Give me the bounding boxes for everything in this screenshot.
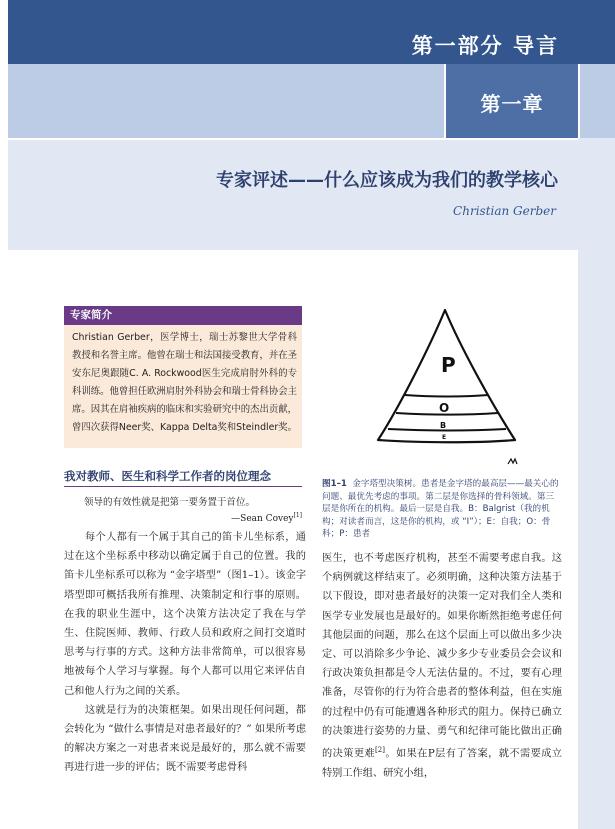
figure-caption: [322, 478, 560, 541]
pyramid-label-p: P: [441, 353, 456, 377]
body-right-column: [322, 549, 562, 783]
pyramid-label-b: B: [440, 421, 447, 430]
paragraph-text-end: 。如果在P层有了答案，就不需要成立特别工作组、研究小组，: [322, 748, 562, 779]
bio-heading: 专家简介: [64, 306, 302, 325]
part-header-band: [8, 0, 615, 64]
author-bio-box: [64, 306, 302, 448]
pyramid-label-o: O: [439, 401, 450, 415]
paragraph-text: 医生，也不考虑医疗机构，甚至不需要考虑自我。这个病例就这样结束了。必须明确，这种决策方法基于以下假设，即对患者最好的决策一定对我们全人类和医学专业发展也是最好的。如果你断然拒绝考虑任何其他层面的问题，那么在这个层面上可以做出多少决定、可以消除多少争论、减少多少专业委员会会议和行政决策负担都是令人无法估量的。不过，要有心理准备，尽管你的行为符合患者的整体利益，但在实施的过程中仍有可能遭遇各种形式的阻力。保持已确立的决策进行姿势的力量、勇气和纪律可能比做出正确的决策更难: [322, 553, 562, 760]
body-left-column: [64, 528, 306, 778]
bio-text: Christian Gerber，医学博士，瑞士苏黎世大学骨科教授和名誉主席。他曾在瑞士和法国接受教育，并在圣安东尼奥跟随C. A. Rockwood医生完成肩肘外科的专科训练。他曾担任欧洲肩肘外科协会和瑞士骨科协会主席。因其在肩袖疾病的临床和实验研究中的杰出贡献，曾四次获得Neer奖、Kappa Delta奖和Steindler奖。: [72, 332, 298, 433]
pyramid-divider-1: [405, 395, 488, 397]
epigraph-attribution: [231, 512, 302, 524]
paragraph: [322, 549, 562, 783]
chapter-band: [8, 64, 444, 138]
part-title: 第一部分 导言: [411, 34, 559, 58]
figure-caption-text: 金字塔型决策树。患者是金字塔的最高层——最关心的问题、最优先考虑的事项。第二层是你选择的骨科领域。第三层是你所在的机构。最后一层是自我。B：Balgrist（我的机构；对读者而言，这是你的机构，或 “I”）；E：自我；O：骨科；P：患者: [322, 479, 559, 540]
paragraph: 这就是行为的决策框架。如果出现任何问题，都会转化为 “做什么事情是对患者最好的？” 如果所考虑的解决方案之一对患者来说是最好的，那么就不需要再进行进一步的评估；既不需要考虑骨科: [64, 704, 306, 774]
quote-author: —Sean Covey: [231, 514, 294, 524]
chapter-box: [446, 64, 578, 138]
section-heading: 我对教师、医生和科学工作者的岗位理念: [64, 469, 271, 483]
article-author: Christian Gerber: [453, 204, 556, 218]
signature-mark: [508, 459, 517, 464]
article-title: 专家评述——什么应该成为我们的教学核心: [216, 170, 558, 191]
pyramid-label-e: E: [442, 434, 447, 441]
right-band-top: [580, 64, 615, 138]
right-margin-band: [578, 138, 615, 829]
pyramid-figure: [350, 306, 540, 466]
paragraph: 每个人都有一个属于其自己的笛卡儿坐标系，通过在这个坐标系中移动以确定属于自己的位置。我的笛卡儿坐标系可以称为 “金字塔型”（图1–1）。该金字塔型即可概括我所有推理、决策制定和行事的原则。在我的职业生涯中，这个决策方法决定了我在与学生、住院医师、教师、行政人员和政府之间打交道时思考与行事的方式。这种方法非常简单，可以很容易地被每个人学习与掌握。每个人都可以用它来评估自己和他人行为之间的关系。: [64, 532, 306, 697]
title-band: [8, 140, 578, 250]
epigraph-quote: 领导的有效性就是把第一要务置于首位。: [84, 497, 256, 508]
figure-caption-label: 图1–1: [322, 479, 347, 489]
quote-reference: [1]: [293, 512, 302, 519]
reference-mark: [2]: [375, 746, 385, 755]
chapter-label: 第一章: [480, 92, 544, 116]
pyramid-divider-3: [388, 429, 506, 431]
section-rule: [64, 486, 302, 487]
